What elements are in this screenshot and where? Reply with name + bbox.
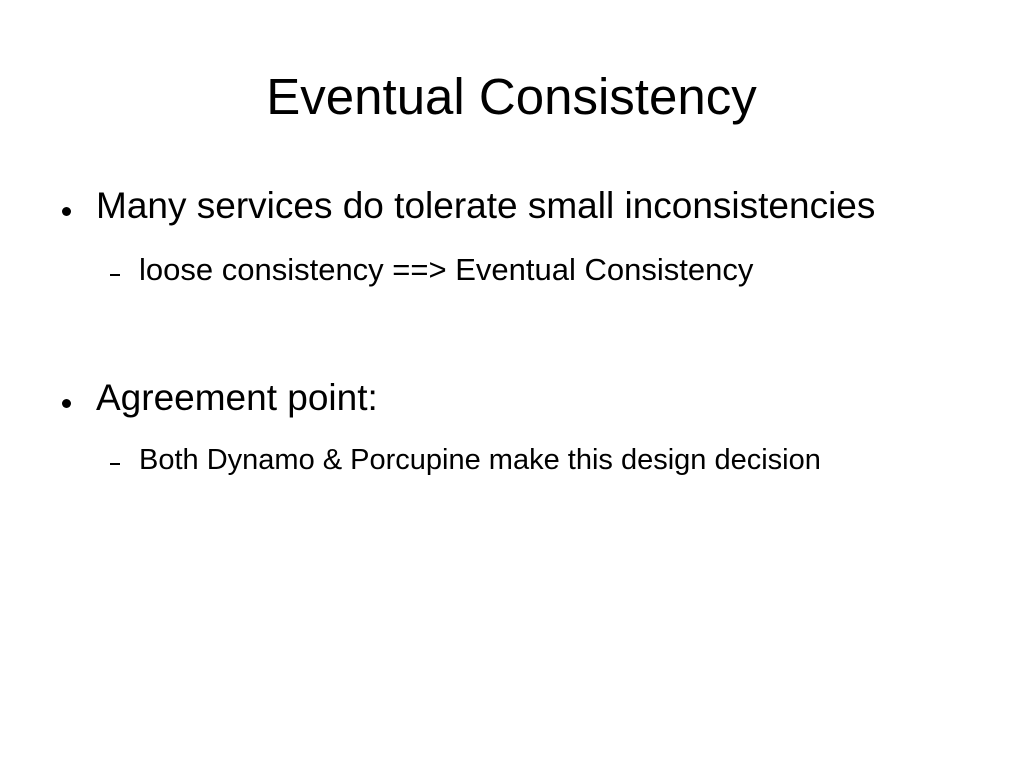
bullet-level2 xyxy=(110,441,870,479)
bullet-dot-icon xyxy=(62,399,71,408)
bullet-dot-icon xyxy=(62,207,71,216)
bullet-text: Agreement point: xyxy=(96,377,378,418)
bullet-dash-icon xyxy=(110,463,120,465)
bullet-text: Many services do tolerate small inconsistencies xyxy=(96,185,876,226)
bullet-level2 xyxy=(110,250,753,290)
bullet-level1 xyxy=(60,184,875,228)
bullet-level1 xyxy=(60,376,378,420)
bullet-dash-icon xyxy=(110,274,120,276)
bullet-text: loose consistency ==> Eventual Consistency xyxy=(139,252,754,287)
bullet-text: Both Dynamo & Porcupine make this design decision xyxy=(139,444,821,476)
slide-title: Eventual Consistency xyxy=(266,68,757,125)
